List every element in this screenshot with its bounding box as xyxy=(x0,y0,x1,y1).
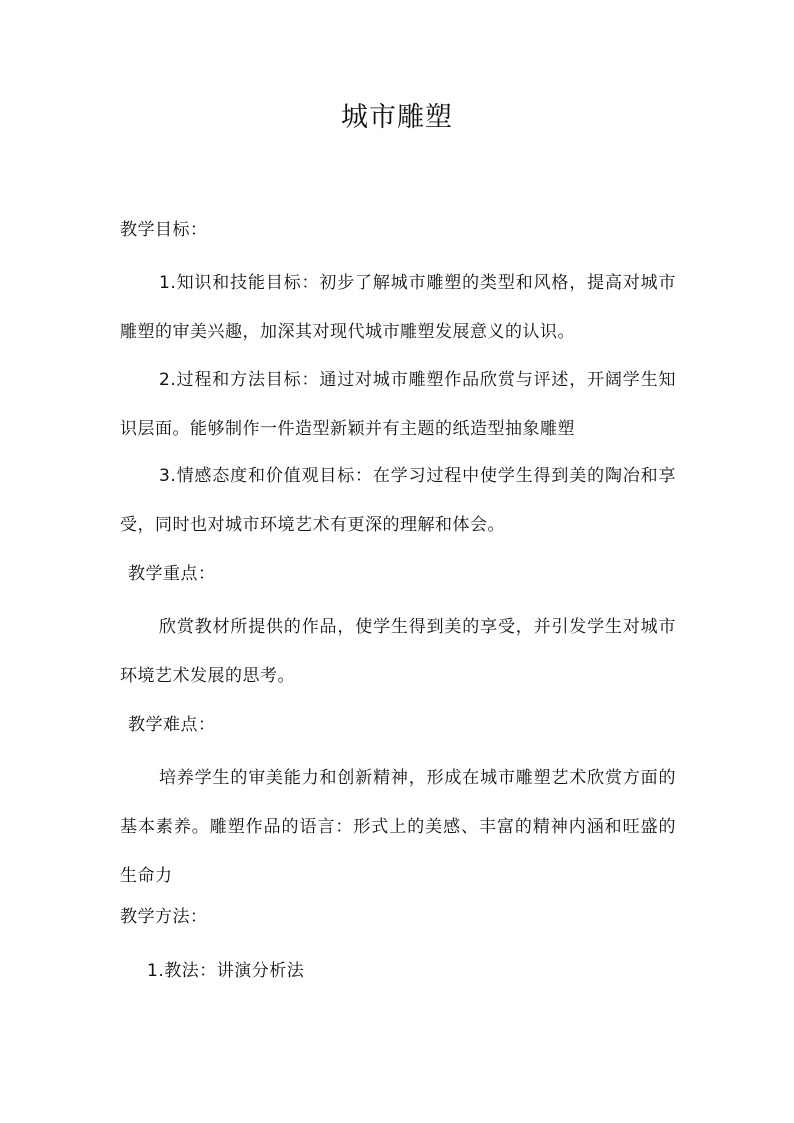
difficulties-heading: 教学难点： xyxy=(128,715,216,735)
document-title: 城市雕塑 xyxy=(341,102,453,133)
difficulties-text: 培养学生的审美能力和创新精神，形成在城市雕塑艺术欣赏方面的基本素养。雕塑作品的语言：形式上的美感、丰富的精神内涵和旺盛的生命力 xyxy=(120,768,676,886)
objectives-heading: 教学目标： xyxy=(120,220,208,240)
objective-process-methods: 2.过程和方法目标：通过对城市雕塑作品欣赏与评述，开阔学生知识层面。能够制作一件造型新颖并有主题的纸造型抽象雕塑 xyxy=(120,370,676,439)
method-item-1: 1.教法：讲演分析法 xyxy=(147,961,305,981)
key-points-heading: 教学重点： xyxy=(128,564,216,584)
objective-emotion-values: 3.情感态度和价值观目标：在学习过程中使学生得到美的陶冶和享受，同时也对城市环境艺术有更深的理解和体会。 xyxy=(120,466,676,535)
methods-heading: 教学方法： xyxy=(120,907,208,927)
key-points-text: 欣赏教材所提供的作品，使学生得到美的享受，并引发学生对城市环境艺术发展的思考。 xyxy=(120,617,676,686)
objective-knowledge-skills: 1.知识和技能目标：初步了解城市雕塑的类型和风格，提高对城市雕塑的审美兴趣，加深其对现代城市雕塑发展意义的认识。 xyxy=(120,273,676,342)
